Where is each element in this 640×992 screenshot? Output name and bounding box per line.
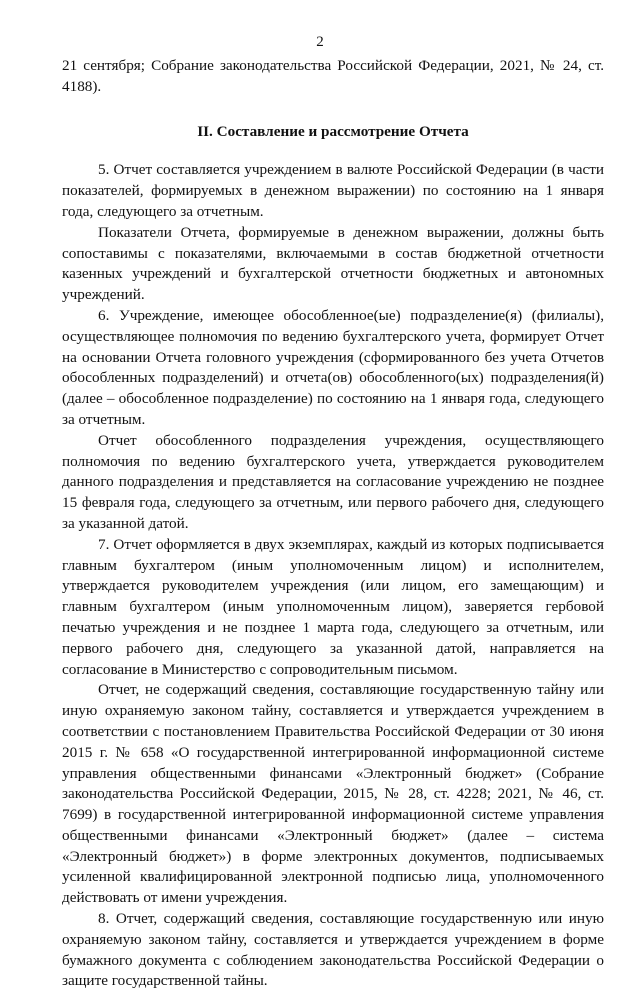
paragraph-7-electronic: Отчет, не содержащий сведения, составляющие государственную тайну или иную охраняемую законом тайну, составляется и утверждается учреждением в соответствии с постановлением Правительства Российской Федерации от 30 июня 2015 г. № 658 «О государственной интегрированной информационной системе управления общественными финансами «Электронный бюджет» (Собрание законодательства Российской Федерации, 2015, № 28, ст. 4228; 2021, № 46, ст. 7699) в государственной интегрированной информационной системе управления общественными финансами «Электронный бюджет» (далее – система «Электронный бюджет») в форме электронных документов, подписываемых усиленной квалифицированной электронной подписью лица, уполномоченного действовать от имени учреждения.: [62, 681, 604, 907]
paragraph-6: 6. Учреждение, имеющее обособленное(ые) подразделение(я) (филиалы), осуществляющее полномочия по ведению бухгалтерского учета, формирует Отчет на основании Отчета головного учреждения (сформированного без учета Отчетов обособленных подразделений) и отчета(ов) обособленного(ых) подразделения(й) (далее – обособленное подразделение) по состоянию на 1 января года, следующего за отчетным.: [62, 306, 604, 428]
page-number: 2: [316, 34, 324, 50]
paragraph-7: 7. Отчет оформляется в двух экземплярах, каждый из которых подписывается главным бухгалтером (иным уполномоченным лицом) и исполнителем, утверждается руководителем учреждения (или лицом, его замещающим) и главным бухгалтером (иным уполномоченным лицом), заверяется гербовой печатью учреждения и не позднее 1 марта года, следующего за отчетным, или первого рабочего дня, следующего за указанной датой, направляется на согласование в Министерство с сопроводительным письмом.: [62, 535, 604, 678]
paragraph-8: 8. Отчет, содержащий сведения, составляющие государственную или иную охраняемую законом тайну, составляется и утверждается учреждением в форме бумажного документа с соблюдением законодательства Российской Федерации о защите государственной тайны.: [62, 910, 604, 990]
intro-paragraph: 21 сентября; Собрание законодательства Российской Федерации, 2021, № 24, ст. 4188).: [62, 57, 604, 95]
paragraph-5: 5. Отчет составляется учреждением в валюте Российской Федерации (в части показателей, формируемых в денежном выражении) по состоянию на 1 января года, следующего за отчетным.: [62, 161, 604, 220]
document-body: [62, 56, 604, 992]
section-heading: II. Составление и рассмотрение Отчета: [197, 122, 469, 140]
paragraph-6-subdivision: Отчет обособленного подразделения учреждения, осуществляющего полномочия по ведению бухгалтерского учета, утверждается руководителем данного подразделения и представляется на согласование учреждению не позднее 15 февраля года, следующего за отчетным, или первого рабочего дня, следующего за указанной датой.: [62, 431, 604, 532]
paragraph-5-indicators: Показатели Отчета, формируемые в денежном выражении, должны быть сопоставимы с показателями, включаемыми в состав бюджетной отчетности казенных учреждений и бухгалтерской отчетности бюджетных и автономных учреждений.: [62, 223, 604, 304]
